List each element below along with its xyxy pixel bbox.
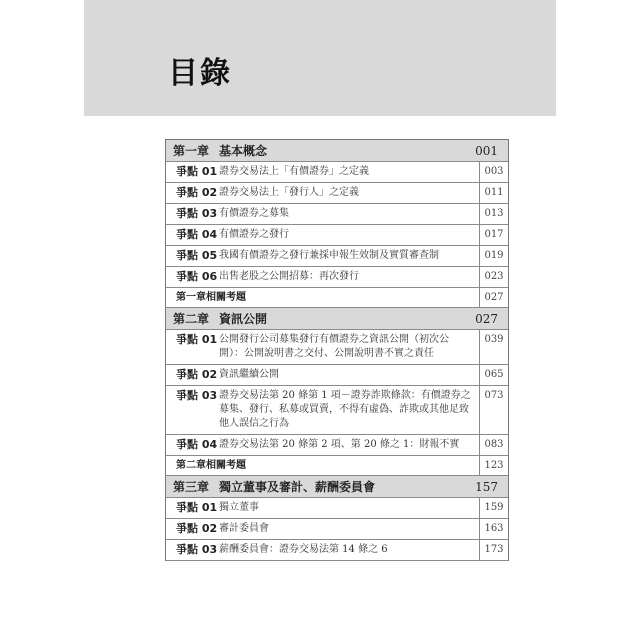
toc-entry-main [166, 183, 480, 203]
toc-entry-row[interactable] [166, 162, 508, 183]
issue-label: 爭點 04 [176, 228, 218, 241]
issue-label: 爭點 03 [176, 207, 218, 220]
issue-page-number: 019 [484, 250, 504, 261]
toc-entry-main [166, 435, 480, 455]
toc-entry-row[interactable] [166, 498, 508, 519]
chapter-label: 第三章 [173, 479, 210, 494]
review-questions-page-number: 123 [484, 459, 504, 471]
toc-entry-main [166, 225, 480, 245]
toc-entry-row[interactable] [166, 183, 508, 204]
issue-page-number: 017 [484, 229, 504, 240]
issue-title: 獨立董事 [219, 502, 259, 513]
issue-page-number: 163 [484, 523, 504, 534]
issue-label: 爭點 03 [176, 543, 218, 556]
toc-entry-row[interactable] [166, 540, 508, 561]
issue-page-number: 039 [484, 334, 504, 345]
review-questions-row[interactable] [166, 288, 508, 308]
issue-title: 薪酬委員會：證券交易法第 14 條之 6 [219, 544, 388, 555]
issue-page-number: 023 [484, 271, 504, 282]
issue-label: 爭點 06 [176, 270, 218, 283]
toc-entry-row[interactable] [166, 330, 508, 365]
toc-entry-main [166, 204, 480, 224]
issue-title: 有價證券之發行 [219, 229, 289, 240]
toc-entry-main [166, 267, 480, 287]
toc-entry-main [166, 498, 480, 518]
chapter-page-number: 001 [475, 143, 498, 158]
toc-entry-row[interactable] [166, 246, 508, 267]
issue-page-number: 073 [484, 390, 504, 401]
chapter-page-number: 157 [475, 479, 498, 494]
issue-label: 爭點 02 [176, 522, 218, 535]
issue-title: 資訊繼續公開 [219, 369, 279, 380]
chapter-title: 基本概念 [219, 143, 268, 158]
header-band [84, 0, 556, 116]
toc-entry-row[interactable] [166, 519, 508, 540]
chapter-label: 第一章 [173, 143, 210, 158]
issue-page-number: 065 [484, 369, 504, 380]
toc-entry-main [166, 386, 480, 434]
issue-title: 證券交易法第 20 條第 2 項、第 20 條之 1：財報不實 [219, 439, 460, 450]
issue-label: 爭點 03 [176, 389, 218, 402]
chapter-title: 獨立董事及審計、薪酬委員會 [219, 479, 376, 494]
chapter-row[interactable] [166, 140, 508, 162]
issue-title: 公開發行公司募集發行有價證券之資訊公開（初次公開）：公開說明書之交付、公開說明書不實之責任 [219, 334, 449, 359]
issue-label: 爭點 05 [176, 249, 218, 262]
issue-label: 爭點 01 [176, 165, 218, 178]
issue-page-number: 173 [484, 544, 504, 555]
issue-title: 證券交易法上「有價證券」之定義 [219, 166, 369, 177]
toc-entry-row[interactable] [166, 435, 508, 456]
review-questions-title: 第二章相關考題 [166, 456, 480, 475]
issue-title: 證券交易法上「發行人」之定義 [219, 187, 359, 198]
issue-title: 審計委員會 [219, 523, 269, 534]
issue-page-number: 013 [484, 208, 504, 219]
toc-entry-main [166, 519, 480, 539]
issue-title: 我國有價證券之發行兼採申報生效制及實質審查制 [219, 250, 439, 261]
review-questions-page-number: 027 [484, 291, 504, 303]
toc-entry-row[interactable] [166, 204, 508, 225]
issue-label: 爭點 01 [176, 333, 218, 346]
table-of-contents [165, 139, 509, 561]
page-title: 目錄 [168, 56, 232, 91]
chapter-title: 資訊公開 [219, 311, 268, 326]
issue-page-number: 159 [484, 502, 504, 513]
review-questions-title: 第一章相關考題 [166, 288, 480, 307]
issue-label: 爭點 04 [176, 438, 218, 451]
toc-entry-main [166, 540, 480, 560]
issue-title: 證券交易法第 20 條第 1 項－證券詐欺條款：有價證券之募集、發行、私募或買賣，不得有虛偽、詐欺或其他足致他人誤信之行為 [219, 390, 471, 429]
chapter-page-number: 027 [475, 311, 498, 326]
toc-entry-row[interactable] [166, 267, 508, 288]
toc-entry-main [166, 330, 480, 364]
toc-entry-main [166, 246, 480, 266]
toc-entry-row[interactable] [166, 225, 508, 246]
toc-entry-row[interactable] [166, 386, 508, 435]
chapter-label: 第二章 [173, 311, 210, 326]
issue-label: 爭點 02 [176, 186, 218, 199]
toc-entry-main [166, 365, 480, 385]
issue-page-number: 003 [484, 166, 504, 177]
issue-label: 爭點 02 [176, 368, 218, 381]
chapter-row[interactable] [166, 308, 508, 330]
chapter-row[interactable] [166, 476, 508, 498]
toc-entry-row[interactable] [166, 365, 508, 386]
toc-entry-main [166, 162, 480, 182]
issue-page-number: 011 [484, 187, 504, 198]
issue-page-number: 083 [484, 439, 504, 450]
review-questions-row[interactable] [166, 456, 508, 476]
issue-label: 爭點 01 [176, 501, 218, 514]
issue-title: 出售老股之公開招募：再次發行 [219, 271, 359, 282]
issue-title: 有價證券之募集 [219, 208, 289, 219]
